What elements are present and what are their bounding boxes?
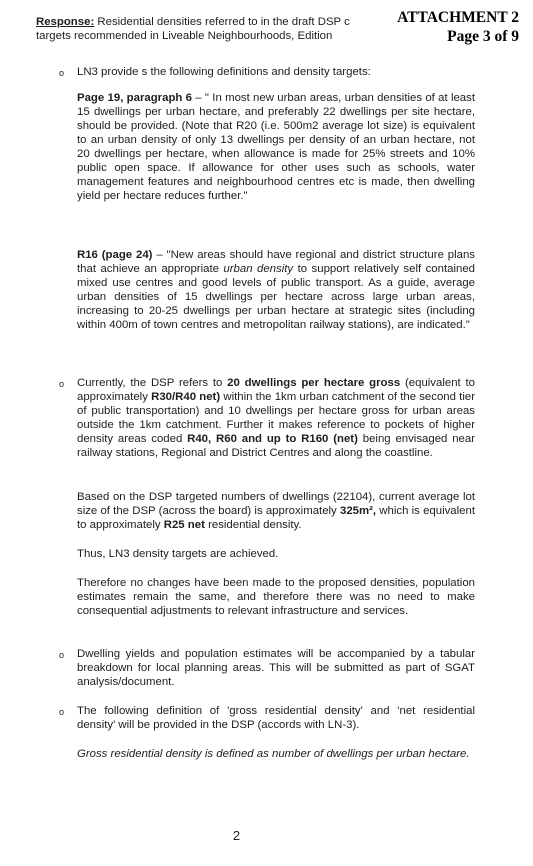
thus-paragraph: Thus, LN3 density targets are achieved. [77,548,279,560]
based-on-text-1: Based on the DSP targeted numbers of dwellings (22104), current average lot size of the DSP (across the board) is approximately [77,491,475,517]
bullet-marker: o [59,650,65,660]
response-header [36,15,376,43]
currently-text-4: being envisaged near railway stations, Regional and District Centres and along the coastline. [77,433,476,459]
currently-bold-2: R30/R40 net) [151,391,221,403]
ln3-intro: LN3 provide s the following definitions and density targets: [77,66,371,78]
r16-italic: urban density [223,263,294,275]
currently-paragraph [77,376,475,460]
gross-density-definition: Gross residential density is defined as number of dwellings per urban hectare. [77,748,470,760]
page19-text: – " In most new urban areas, urban densities of at least 15 dwellings per urban hectare, and preferably 22 dwellings per site hectare, should be provided. (Note that R20 (i.e. 500m2 average lot size) is equivalent to an urban density of only 13 dwellings per density of an urban hectare, not 20 dwellings per hectare, when allowance is made for 25% streets and 10% public open space. If allowance for other uses such as schools, water management features and neighbourhood centres etc is made, then dwelling yield per hectare reduces further." [77,92,475,202]
based-on-text-2: which is equivalent to approximately [77,505,475,531]
response-text-line2: targets recommended in Liveable Neighbourhoods, Edition [36,30,333,42]
currently-text-3: within the 1km urban catchment of the second tier of public transportation) and 10 dwellings per hectare gross for urban areas outside the 1km catchment. Further it makes reference to pockets of higher density areas coded [77,391,475,445]
attachment-block [397,8,519,46]
bullet-marker: o [59,707,65,717]
attachment-title: ATTACHMENT 2 [397,9,519,26]
response-text-line1: Residential densities referred to in the draft DSP c [94,16,350,28]
r16-text2: to support relatively self contained mixed use centres and good levels of public transport. As a guide, average urban densities of 15 dwellings per hectare across large urban areas, increasing to 20-25 dwellings per urban hectare at strategic sites (including within 400m of town centres and metropolitan railway stations), are indicated." [77,263,476,331]
page19-quote [77,91,475,203]
definition-paragraph: The following definition of 'gross residential density' and 'net residential density' will be provided in the DSP (accords with LN-3). [77,705,475,731]
therefore-paragraph: Therefore no changes have been made to the proposed densities, population estimates remain the same, and therefore there was no need to make consequential adjustments to relevant infrastructure and services. [77,577,475,617]
based-on-paragraph [77,490,475,532]
page-number: 2 [232,828,241,843]
currently-text-2: (equivalent to approximately [77,377,475,403]
based-on-text-3: residential density. [204,519,302,531]
bullet-marker: o [59,68,65,78]
r16-text: – "New areas should have regional and district structure plans that achieve an appropriate [77,249,475,275]
page19-ref: Page 19, paragraph 6 [77,92,192,104]
page-of-label: Page 3 of 9 [447,28,519,45]
based-on-bold-2: R25 net [163,519,205,531]
r16-quote [77,248,475,332]
r16-ref: R16 (page 24) [77,249,153,261]
currently-bold-3: R40, R60 and up to R160 (net) [187,433,358,445]
currently-text-1: Currently, the DSP refers to [77,377,228,389]
bullet-marker: o [59,379,65,389]
currently-bold-1: 20 dwellings per hectare gross [227,377,401,389]
based-on-bold-1: 325m², [339,505,377,517]
response-label: Response: [36,16,95,28]
dwelling-yields-paragraph: Dwelling yields and population estimates will be accompanied by a tabular breakdown for local planning areas. This will be submitted as part of SGAT analysis/document. [77,648,475,688]
